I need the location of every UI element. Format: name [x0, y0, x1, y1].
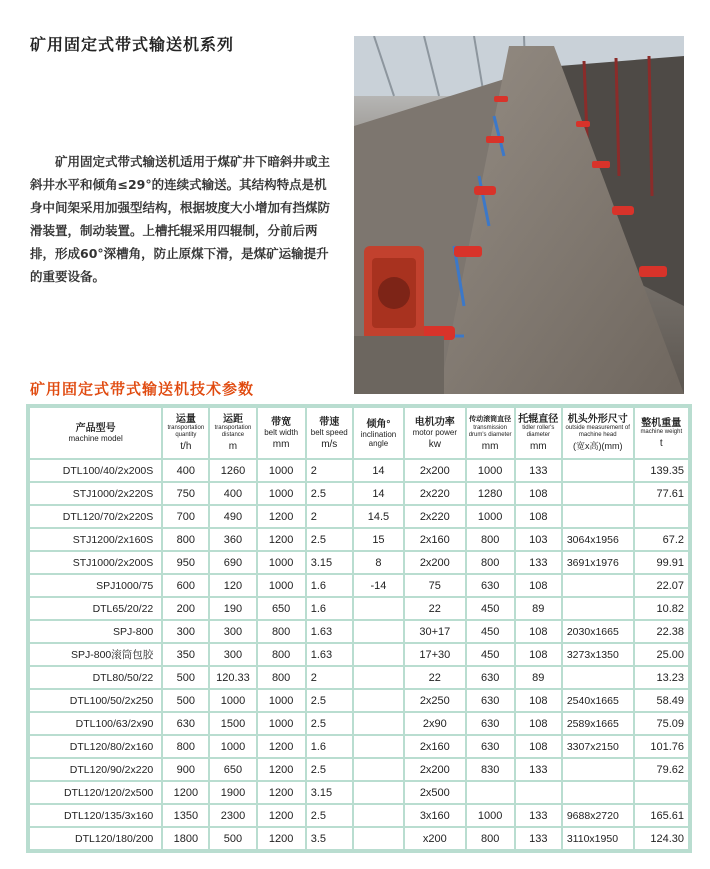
table-row: [30, 690, 688, 711]
table-cell: 1.6: [307, 598, 352, 619]
table-cell: 108: [516, 621, 561, 642]
table-cell: 79.62: [635, 759, 688, 780]
table-cell: 67.2: [635, 529, 688, 550]
table-cell: [563, 759, 633, 780]
table-cell: 133: [516, 759, 561, 780]
table-cell: 2x250: [405, 690, 464, 711]
table-header-row: [30, 408, 688, 458]
table-row: [30, 575, 688, 596]
table-cell: 1000: [258, 690, 305, 711]
table-cell: [354, 690, 403, 711]
model-cell: DTL100/50/2x250: [30, 690, 161, 711]
table-cell: 99.91: [635, 552, 688, 573]
model-cell: STJ1200/2x160S: [30, 529, 161, 550]
model-cell: SPJ-800: [30, 621, 161, 642]
table-cell: 14.5: [354, 506, 403, 527]
table-cell: 3307x2150: [563, 736, 633, 757]
table-cell: 108: [516, 736, 561, 757]
table-cell: [563, 782, 633, 803]
table-cell: 89: [516, 598, 561, 619]
table-cell: 1260: [210, 460, 255, 481]
table-cell: 3064x1956: [563, 529, 633, 550]
table-cell: 800: [258, 644, 305, 665]
table-cell: 2540x1665: [563, 690, 633, 711]
table-cell: 2: [307, 667, 352, 688]
table-cell: 22.38: [635, 621, 688, 642]
table-row: [30, 828, 688, 849]
table-cell: 108: [516, 713, 561, 734]
table-cell: 450: [467, 621, 514, 642]
table-cell: 800: [467, 552, 514, 573]
table-cell: 108: [516, 690, 561, 711]
table-cell: 14: [354, 460, 403, 481]
table-cell: 1800: [163, 828, 208, 849]
table-cell: 800: [163, 529, 208, 550]
table-cell: [635, 506, 688, 527]
table-cell: 350: [163, 644, 208, 665]
table-cell: 650: [210, 759, 255, 780]
table-cell: 1000: [258, 575, 305, 596]
table-cell: [563, 460, 633, 481]
table-cell: 2x160: [405, 529, 464, 550]
table-cell: 2: [307, 506, 352, 527]
model-cell: STJ1000/2x200S: [30, 552, 161, 573]
model-cell: DTL120/90/2x220: [30, 759, 161, 780]
table-cell: 9688x2720: [563, 805, 633, 826]
table-cell: [354, 713, 403, 734]
table-cell: [354, 805, 403, 826]
table-cell: 630: [467, 713, 514, 734]
table-cell: 2.5: [307, 759, 352, 780]
model-cell: DTL100/40/2x200S: [30, 460, 161, 481]
table-cell: 17+30: [405, 644, 464, 665]
table-cell: 3110x1950: [563, 828, 633, 849]
table-cell: 1000: [467, 506, 514, 527]
table-row: [30, 644, 688, 665]
table-cell: 10.82: [635, 598, 688, 619]
table-cell: 500: [163, 690, 208, 711]
table-cell: 25.00: [635, 644, 688, 665]
table-cell: 750: [163, 483, 208, 504]
table-cell: 101.76: [635, 736, 688, 757]
model-cell: SPJ1000/75: [30, 575, 161, 596]
table-cell: 120.33: [210, 667, 255, 688]
table-cell: 1200: [163, 782, 208, 803]
table-row: [30, 782, 688, 803]
table-cell: [563, 598, 633, 619]
table-cell: 2x220: [405, 483, 464, 504]
table-cell: 630: [467, 667, 514, 688]
table-cell: 3.15: [307, 782, 352, 803]
model-cell: STJ1000/2x220S: [30, 483, 161, 504]
table-cell: 120: [210, 575, 255, 596]
table-cell: 630: [163, 713, 208, 734]
table-cell: 300: [163, 621, 208, 642]
table-cell: 1000: [467, 460, 514, 481]
table-cell: 800: [163, 736, 208, 757]
header-cell: 运量 transportation quantity t/h: [163, 408, 208, 458]
table-cell: 108: [516, 506, 561, 527]
table-cell: 133: [516, 805, 561, 826]
table-cell: 2x200: [405, 460, 464, 481]
table-cell: 650: [258, 598, 305, 619]
table-cell: 22.07: [635, 575, 688, 596]
table-cell: 1000: [258, 460, 305, 481]
table-cell: [354, 782, 403, 803]
table-row: [30, 552, 688, 573]
table-cell: 77.61: [635, 483, 688, 504]
table-cell: 2x200: [405, 759, 464, 780]
table-cell: 13.23: [635, 667, 688, 688]
table-cell: 75.09: [635, 713, 688, 734]
table-cell: 165.61: [635, 805, 688, 826]
table-cell: 2x90: [405, 713, 464, 734]
table-cell: 3.15: [307, 552, 352, 573]
table-cell: 14: [354, 483, 403, 504]
header-cell: 电机功率 motor power kw: [405, 408, 464, 458]
table-cell: 1200: [258, 529, 305, 550]
table-cell: 2589x1665: [563, 713, 633, 734]
header-cell: 托辊直径 tidler roller's diameter mm: [516, 408, 561, 458]
table-cell: 1350: [163, 805, 208, 826]
table-cell: 830: [467, 759, 514, 780]
table-cell: 103: [516, 529, 561, 550]
table-cell: 300: [210, 644, 255, 665]
table-cell: [354, 736, 403, 757]
table-cell: 1200: [258, 759, 305, 780]
table-cell: 108: [516, 644, 561, 665]
table-cell: 1.63: [307, 644, 352, 665]
table-row: [30, 460, 688, 481]
header-cell: 传动滚筒直径 transmission drum's diameter mm: [467, 408, 514, 458]
table-cell: 89: [516, 667, 561, 688]
table-cell: 490: [210, 506, 255, 527]
model-cell: DTL120/120/2x500: [30, 782, 161, 803]
model-cell: DTL120/80/2x160: [30, 736, 161, 757]
table-cell: 2x500: [405, 782, 464, 803]
table-row: [30, 759, 688, 780]
table-cell: 133: [516, 828, 561, 849]
table-cell: 1.6: [307, 736, 352, 757]
table-row: [30, 667, 688, 688]
table-cell: 1.63: [307, 621, 352, 642]
table-row: [30, 621, 688, 642]
table-cell: 630: [467, 575, 514, 596]
conveyor-photo-illustration: [354, 36, 684, 394]
table-cell: 2x200: [405, 552, 464, 573]
table-cell: 30+17: [405, 621, 464, 642]
table-cell: [635, 782, 688, 803]
model-cell: DTL100/63/2x90: [30, 713, 161, 734]
table-cell: 3x160: [405, 805, 464, 826]
table-cell: [354, 621, 403, 642]
table-cell: 500: [163, 667, 208, 688]
model-cell: DTL120/180/200: [30, 828, 161, 849]
table-cell: 1000: [258, 483, 305, 504]
table-cell: 58.49: [635, 690, 688, 711]
header-cell: 带速 belt speed m/s: [307, 408, 352, 458]
table-cell: 15: [354, 529, 403, 550]
table-row: [30, 805, 688, 826]
header-cell: 产品型号 machine model: [30, 408, 161, 458]
model-cell: DTL120/135/3x160: [30, 805, 161, 826]
section-title: 矿用固定式带式输送机技术参数: [30, 380, 255, 398]
table-cell: 139.35: [635, 460, 688, 481]
table-row: [30, 506, 688, 527]
header-cell: 倾角° inclination angle: [354, 408, 403, 458]
table-cell: [563, 483, 633, 504]
intro-paragraph: 矿用固定式带式输送机适用于煤矿井下暗斜井或主斜井水平和倾角≤29°的连续式输送。其结构特点是机身中间架采用加强型结构，根据坡度大小增加有挡煤防滑装置，制动装置。上槽托辊采用四辊制，分前后两排，形成60°深槽角，防止原煤下滑，是煤矿运输提升的重要设备。: [30, 154, 331, 284]
table-cell: -14: [354, 575, 403, 596]
table-cell: [516, 782, 561, 803]
table-cell: 2.5: [307, 690, 352, 711]
table-cell: 450: [467, 644, 514, 665]
table-cell: 2.5: [307, 805, 352, 826]
table-cell: 2x160: [405, 736, 464, 757]
header-cell: 机头外形尺寸 outside measurement of machine head (宽x高)(mm): [563, 408, 633, 458]
table-cell: 3691x1976: [563, 552, 633, 573]
table-cell: 630: [467, 736, 514, 757]
table-cell: 630: [467, 690, 514, 711]
table-cell: 700: [163, 506, 208, 527]
model-cell: DTL120/70/2x220S: [30, 506, 161, 527]
table-cell: 1000: [258, 552, 305, 573]
table-cell: 800: [467, 529, 514, 550]
table-cell: 690: [210, 552, 255, 573]
table-cell: 600: [163, 575, 208, 596]
table-body: [30, 460, 688, 849]
table-row: [30, 529, 688, 550]
table-cell: 2x220: [405, 506, 464, 527]
table-row: [30, 736, 688, 757]
table-cell: 400: [163, 460, 208, 481]
table-cell: [354, 644, 403, 665]
table-cell: 2300: [210, 805, 255, 826]
table-cell: 1200: [258, 805, 305, 826]
model-cell: DTL65/20/22: [30, 598, 161, 619]
table-cell: 1280: [467, 483, 514, 504]
table-cell: 1200: [258, 828, 305, 849]
table-cell: [354, 667, 403, 688]
table-cell: 1900: [210, 782, 255, 803]
table-row: [30, 598, 688, 619]
table-cell: 1000: [210, 736, 255, 757]
spec-table: [28, 406, 690, 851]
table-cell: 133: [516, 460, 561, 481]
spec-table-container: [26, 404, 692, 853]
table-cell: 2030x1665: [563, 621, 633, 642]
table-cell: 3273x1350: [563, 644, 633, 665]
table-cell: 900: [163, 759, 208, 780]
table-cell: 800: [258, 667, 305, 688]
table-cell: [354, 828, 403, 849]
table-row: [30, 713, 688, 734]
page-title: 矿用固定式带式输送机系列: [30, 35, 235, 54]
table-cell: 1000: [467, 805, 514, 826]
table-row: [30, 483, 688, 504]
table-cell: 108: [516, 575, 561, 596]
table-cell: 800: [258, 621, 305, 642]
conveyor-photo: [354, 36, 684, 394]
table-cell: 300: [210, 621, 255, 642]
table-cell: 8: [354, 552, 403, 573]
table-cell: [467, 782, 514, 803]
table-cell: 124.30: [635, 828, 688, 849]
table-cell: 2: [307, 460, 352, 481]
table-cell: 360: [210, 529, 255, 550]
header-cell: 运距 transportation distance m: [210, 408, 255, 458]
table-cell: 1000: [258, 713, 305, 734]
table-cell: 2.5: [307, 713, 352, 734]
table-cell: 75: [405, 575, 464, 596]
table-cell: 400: [210, 483, 255, 504]
table-cell: 108: [516, 483, 561, 504]
table-cell: 1500: [210, 713, 255, 734]
table-cell: [354, 759, 403, 780]
table-cell: 133: [516, 552, 561, 573]
table-cell: 1200: [258, 506, 305, 527]
model-cell: DTL80/50/22: [30, 667, 161, 688]
table-cell: 190: [210, 598, 255, 619]
table-cell: 950: [163, 552, 208, 573]
header-cell: 整机重量 machine weight t: [635, 408, 688, 458]
table-cell: 450: [467, 598, 514, 619]
table-cell: 500: [210, 828, 255, 849]
table-cell: x200: [405, 828, 464, 849]
table-cell: [563, 575, 633, 596]
table-cell: 22: [405, 667, 464, 688]
table-cell: [563, 506, 633, 527]
table-cell: [354, 598, 403, 619]
table-cell: 1.6: [307, 575, 352, 596]
table-cell: [563, 667, 633, 688]
table-cell: 800: [467, 828, 514, 849]
table-cell: 22: [405, 598, 464, 619]
table-cell: 200: [163, 598, 208, 619]
table-cell: 2.5: [307, 529, 352, 550]
table-cell: 1000: [210, 690, 255, 711]
table-cell: 1200: [258, 782, 305, 803]
header-cell: 带宽 belt width mm: [258, 408, 305, 458]
table-cell: 1200: [258, 736, 305, 757]
table-cell: 2.5: [307, 483, 352, 504]
model-cell: SPJ-800滚筒包胶: [30, 644, 161, 665]
table-cell: 3.5: [307, 828, 352, 849]
